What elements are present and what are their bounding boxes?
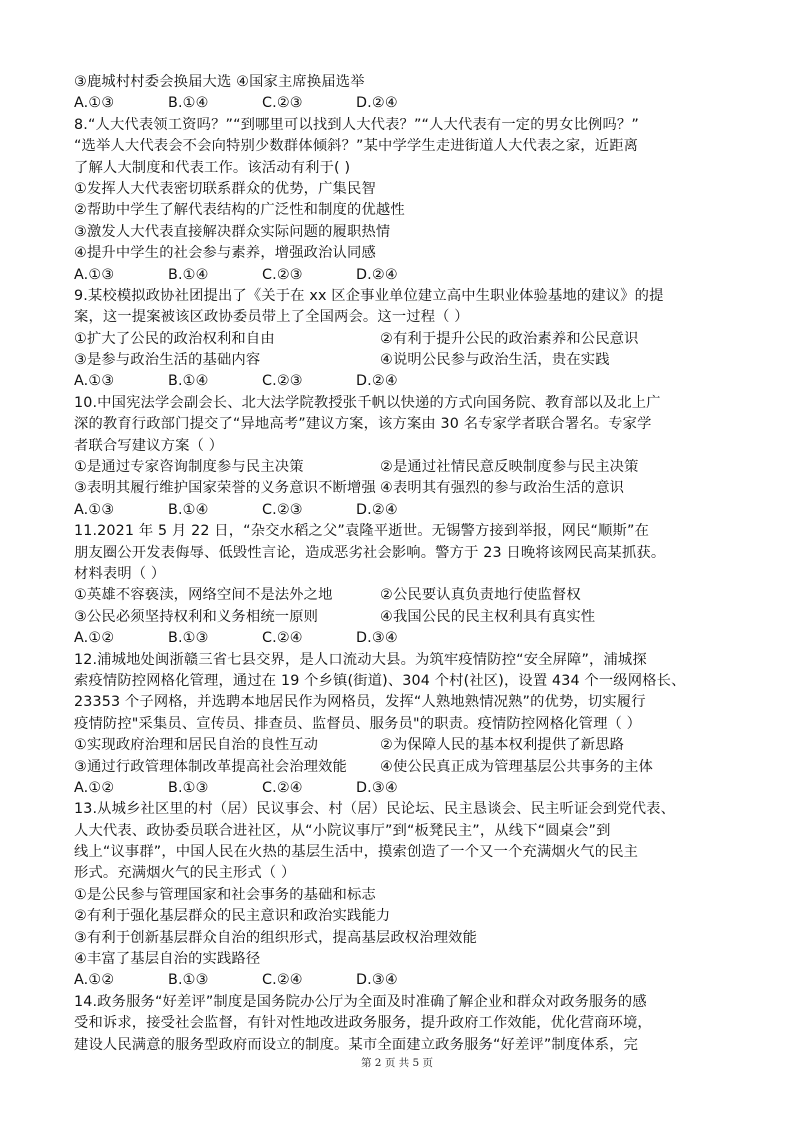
question-stem-line: 了解人大制度和代表工作。该活动有利于( ): [74, 159, 351, 176]
question-11: [74, 521, 724, 649]
question-stem-line: 受和诉求，接受社会监督，有针对性地改进政务服务，提升政府工作效能，优化营商环境，: [74, 1015, 652, 1032]
statement: ①是通过专家咨询制度参与民主决策: [74, 459, 304, 476]
statement-row: [74, 585, 724, 606]
option-d: D.③④: [356, 630, 398, 647]
statement: ④我国公民的民主权利具有真实性: [380, 608, 596, 625]
statement-row: [74, 757, 724, 778]
question-stem-line: 23353 个子网格，并选聘本地居民作为网格员，发挥“人熟地熟情况熟”的优势，切实履行: [74, 694, 646, 711]
statement-line: ③鹿城村村委会换届大选 ④国家主席换届选举: [74, 74, 365, 90]
option-b: B.①④: [168, 95, 209, 112]
option-a: A.①②: [74, 972, 115, 989]
statement-line: ④提升中学生的社会参与素养，增强政治认同感: [74, 245, 376, 262]
answer-options: [74, 778, 724, 799]
question-stem-line: “选举人大代表会不会向特别少数群体倾斜？”某中学学生走进街道人大代表之家，近距离: [74, 138, 639, 155]
statement-row: [74, 607, 724, 628]
page-footer: 第 2 页 共 5 页: [360, 1057, 434, 1069]
question-8: [74, 115, 724, 286]
statement-line: ③激发人大代表直接解决群众实际问题的履职热情: [74, 223, 391, 240]
statement-row: [74, 735, 724, 756]
statement-line: ①发挥人大代表密切联系群众的优势，广集民智: [74, 180, 376, 197]
question-stem-line: 案，这一提案被该区政协委员带上了全国两会。这一过程（ ）: [74, 309, 469, 326]
option-a: A.①③: [74, 373, 115, 390]
question-stem-line: 形式。充满烟火气的民主形式（ ）: [74, 865, 296, 882]
option-c: C.②③: [262, 95, 303, 112]
statement: ③通过行政管理体制改革提高社会治理效能: [74, 758, 348, 775]
statement: ①扩大了公民的政治权利和自由: [74, 330, 275, 347]
option-d: D.②④: [356, 266, 398, 283]
statement: ②公民要认真负责地行使监督权: [380, 587, 581, 604]
statement: ③表明其履行维护国家荣誉的义务意识不断增强: [74, 480, 376, 497]
question-stem-line: 材料表明（ ）: [74, 565, 166, 582]
answer-options: [74, 265, 724, 286]
question-stem-line: 10.中国宪法学会副会长、北大法学院教授张千帆以快递的方式向国务院、教育部以及北上广: [74, 394, 661, 411]
answer-options: [74, 93, 724, 114]
question-stem-line: 线上“议事群”，中国人民在火热的基层生活中，摸索创造了一个又一个充满烟火气的民主: [74, 844, 639, 861]
statement: ④使公民真正成为管理基层公共事务的主体: [380, 758, 654, 775]
statement-line: ②有利于强化基层群众的民主意识和政治实践能力: [74, 908, 391, 925]
statement-line: ①是公民参与管理国家和社会事务的基础和标志: [74, 886, 376, 903]
question-stem-line: 朋友圈公开发表侮辱、低毁性言论，造成恶劣社会影响。警方于 23 日晚将该网民高某抓获。: [74, 544, 666, 561]
option-c: C.②③: [262, 266, 303, 283]
question-9: [74, 286, 724, 393]
statement-row: [74, 478, 724, 499]
option-b: B.①③: [168, 972, 209, 989]
statement: ③公民必须坚持权利和义务相统一原则: [74, 608, 319, 625]
option-d: D.②④: [356, 373, 398, 390]
statement: ③是参与政治生活的基础内容: [74, 352, 261, 369]
exam-page: [74, 72, 724, 1056]
question-stem-line: 建设人民满意的服务型政府而设立的制度。某市全面建立政务服务“好差评”制度体系，完: [74, 1036, 639, 1053]
answer-options: [74, 970, 724, 991]
option-b: B.①④: [168, 373, 209, 390]
option-c: C.②③: [262, 501, 303, 518]
statement-line: ③有利于创新基层群众自治的组织形式，提高基层政权治理效能: [74, 929, 478, 946]
question-stem-line: 12.浦城地处闽浙赣三省七县交界，是人口流动大县。为筑牢疫情防控“安全屏障”，浦城探: [74, 651, 647, 668]
statement: ④说明公民参与政治生活，贵在实践: [380, 352, 610, 369]
answer-options: [74, 500, 724, 521]
question-10: [74, 393, 724, 521]
question-stem-line: 疫情防控"采集员、宣传员、排查员、监督员、服务员"的职责。疫情防控网格化管理（ ）: [74, 715, 642, 732]
option-d: D.③④: [356, 779, 398, 796]
option-a: A.①②: [74, 630, 115, 647]
option-c: C.②④: [262, 630, 303, 647]
option-b: B.①④: [168, 501, 209, 518]
question-13: [74, 799, 724, 992]
option-d: D.②④: [356, 95, 398, 112]
question-14: [74, 992, 724, 1056]
question-stem-line: 人大代表、政协委员联合进社区，从“小院议事厅”到“板凳民主”，从线下“圆桌会”到: [74, 822, 611, 839]
option-c: C.②④: [262, 779, 303, 796]
statement: ④表明其有强烈的参与政治生活的意识: [380, 480, 625, 497]
question-stem-line: 11.2021 年 5 月 22 日，“杂交水稻之父”袁隆平逝世。无锡警方接到举报，网民“顺斯”在: [74, 523, 650, 540]
question-stem-line: 14.政务服务“好差评”制度是国务院办公厅为全面及时准确了解企业和群众对政务服务的感: [74, 993, 647, 1010]
question-stem-line: 深的教育行政部门提交了“异地高考”建议方案，该方案由 30 名专家学者联合署名。专家学: [74, 416, 652, 433]
option-a: A.①③: [74, 266, 115, 283]
answer-options: [74, 628, 724, 649]
statement-row: [74, 457, 724, 478]
option-b: B.①③: [168, 779, 209, 796]
option-d: D.②④: [356, 501, 398, 518]
question-stem-line: 9.某校模拟政协社团提出了《关于在 xx 区企事业单位建立高中生职业体验基地的建议》的提: [74, 287, 664, 304]
statement-row: [74, 350, 724, 371]
option-d: D.③④: [356, 972, 398, 989]
option-a: A.①③: [74, 501, 115, 518]
question-stem-line: 8.“人大代表领工资吗？”“到哪里可以找到人大代表？”“人大代表有一定的男女比例吗？”: [74, 116, 639, 133]
statement: ①实现政府治理和居民自治的良性互动: [74, 737, 319, 754]
question-stem-line: 13.从城乡社区里的村（居）民议事会、村（居）民论坛、民主恳谈会、民主听证会到党代表、: [74, 801, 676, 818]
option-b: B.①③: [168, 630, 209, 647]
statement-line: ④丰富了基层自治的实践路径: [74, 951, 261, 968]
option-c: C.②④: [262, 972, 303, 989]
statement: ②为保障人民的基本权利提供了新思路: [380, 737, 625, 754]
option-a: A.①②: [74, 779, 115, 796]
option-a: A.①③: [74, 95, 115, 112]
statement-line: ②帮助中学生了解代表结构的广泛性和制度的优越性: [74, 202, 405, 219]
statement: ②有利于提升公民的政治素养和公民意识: [380, 330, 639, 347]
question-7-fragment: [74, 72, 724, 115]
statement-row: [74, 329, 724, 350]
option-b: B.①④: [168, 266, 209, 283]
option-c: C.②③: [262, 373, 303, 390]
question-stem-line: 索疫情防控网格化管理，通过在 19 个乡镇(街道)、304 个村(社区)，设置 434 个一级网格长、: [74, 672, 686, 689]
statement: ②是通过社情民意反映制度参与民主决策: [380, 459, 639, 476]
answer-options: [74, 371, 724, 392]
statement: ①英雄不容亵渎，网络空间不是法外之地: [74, 587, 333, 604]
question-12: [74, 650, 724, 800]
question-stem-line: 者联合写建议方案（ ）: [74, 437, 224, 454]
